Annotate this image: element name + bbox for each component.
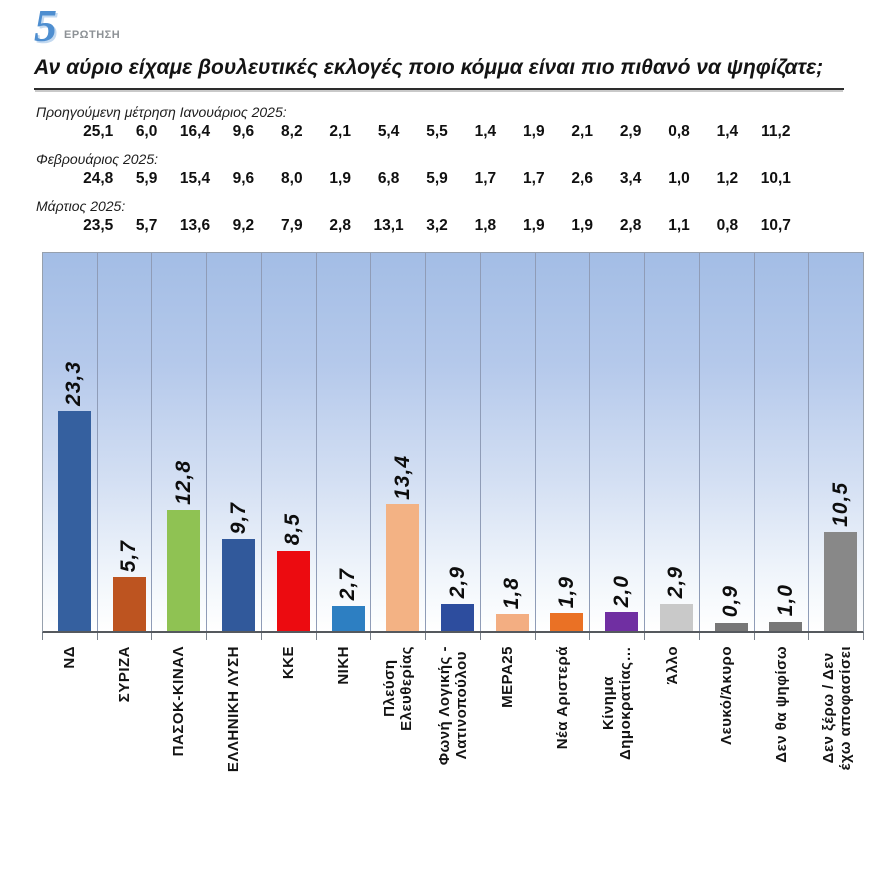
axis-tick bbox=[98, 633, 153, 640]
measurement-label: Μάρτιος 2025: bbox=[36, 198, 126, 214]
category-label-cell bbox=[754, 646, 809, 844]
category-label: Δεν θα ψηφίσω bbox=[773, 646, 791, 763]
measurement-value: 1,9 bbox=[523, 123, 545, 140]
measurement-value: 8,2 bbox=[281, 123, 303, 140]
measurement-value: 1,9 bbox=[329, 170, 351, 187]
bar-value-label: 9,7 bbox=[226, 502, 250, 535]
bar-value-label: 13,4 bbox=[390, 454, 414, 500]
bar-value-label: 2,9 bbox=[445, 566, 469, 599]
category-label: ΝΙΚΗ bbox=[334, 646, 352, 685]
bar-value-label: 1,0 bbox=[773, 584, 797, 617]
measurement-value: 0,8 bbox=[668, 123, 690, 140]
category-label-cell bbox=[316, 646, 371, 844]
measurement-value: 1,0 bbox=[668, 170, 690, 187]
measurement-value: 9,6 bbox=[232, 170, 255, 187]
measurement-value: 0,8 bbox=[716, 217, 739, 234]
bar-value-label: 8,5 bbox=[281, 513, 305, 546]
measurement-value: 6,8 bbox=[377, 170, 400, 187]
measurement-value: 1,8 bbox=[474, 217, 497, 234]
bar bbox=[332, 606, 365, 632]
measurement-value: 15,4 bbox=[179, 170, 211, 187]
measurement-value: 2,1 bbox=[571, 123, 593, 140]
measurement-value: 5,9 bbox=[135, 170, 158, 187]
measurement-value: 1,2 bbox=[716, 170, 739, 187]
chart-column bbox=[151, 253, 206, 631]
chart-column bbox=[480, 253, 535, 631]
bar bbox=[277, 551, 310, 631]
bar-value-label: 10,5 bbox=[828, 481, 852, 527]
previous-measurements-section bbox=[0, 104, 874, 236]
measurement-value: 24,8 bbox=[83, 170, 114, 187]
axis-tick bbox=[371, 633, 426, 640]
measurement-value: 5,9 bbox=[426, 170, 448, 187]
page-title: Αν αύριο είχαμε βουλευτικές εκλογές ποιο κόμμα είναι πιο πιθανό να ψηφίζατε; bbox=[34, 56, 844, 90]
axis-tick bbox=[207, 633, 262, 640]
measurement-value: 1,4 bbox=[716, 123, 739, 140]
category-label-cell bbox=[700, 646, 755, 844]
category-label: ΚΚΕ bbox=[280, 646, 298, 680]
category-label: Άλλο bbox=[663, 646, 681, 685]
category-label: ΜΕΡΑ25 bbox=[499, 646, 517, 708]
axis-tick bbox=[426, 633, 481, 640]
measurement-value: 8,0 bbox=[281, 170, 303, 187]
bar-value-label: 23,3 bbox=[62, 360, 86, 406]
bar bbox=[113, 577, 146, 631]
axis-tick bbox=[481, 633, 536, 640]
measurement-value: 1,4 bbox=[474, 123, 497, 140]
logo-label: ΕΡΩΤΗΣΗ bbox=[64, 29, 121, 41]
measurement-value: 6,0 bbox=[135, 123, 158, 140]
measurement-value: 10,7 bbox=[760, 217, 791, 234]
category-label: ΣΥΡΙΖΑ bbox=[115, 646, 133, 703]
category-label-cell bbox=[206, 646, 261, 844]
measurement-value: 5,4 bbox=[377, 123, 400, 140]
chart-column bbox=[699, 253, 754, 631]
bar-value-label: 5,7 bbox=[117, 539, 141, 573]
category-label-cell bbox=[97, 646, 152, 844]
measurement-value: 11,2 bbox=[761, 123, 791, 140]
bar-value-label: 2,7 bbox=[336, 568, 360, 601]
axis-tick bbox=[645, 633, 700, 640]
chart-column bbox=[370, 253, 425, 631]
axis-tick bbox=[700, 633, 755, 640]
x-axis-labels bbox=[42, 640, 864, 844]
chart-column bbox=[97, 253, 152, 631]
chart-column bbox=[808, 253, 863, 631]
category-label-cell bbox=[426, 646, 481, 844]
measurement-value: 25,1 bbox=[83, 123, 114, 140]
category-label: ΕΛΛΗΝΙΚΗ ΛΥΣΗ bbox=[225, 646, 243, 773]
bar-chart bbox=[42, 252, 864, 844]
chart-column bbox=[316, 253, 371, 631]
bar bbox=[660, 604, 693, 631]
axis-tick bbox=[809, 633, 864, 640]
measurement-value: 5,7 bbox=[135, 217, 158, 234]
category-label-cell bbox=[645, 646, 700, 844]
measurement-value: 1,9 bbox=[523, 217, 545, 234]
category-label-cell bbox=[261, 646, 316, 844]
bar-value-label: 2,9 bbox=[664, 566, 688, 599]
measurement-value: 10,1 bbox=[760, 170, 791, 187]
measurement-value: 2,8 bbox=[619, 217, 642, 234]
axis-tick bbox=[755, 633, 810, 640]
axis-tick bbox=[43, 633, 98, 640]
chart-column bbox=[206, 253, 261, 631]
category-label: Κίνημα Δημοκρατίας… bbox=[600, 646, 635, 761]
bar bbox=[550, 613, 583, 631]
category-label-cell bbox=[480, 646, 535, 844]
chart-column bbox=[425, 253, 480, 631]
bar bbox=[58, 411, 91, 631]
measurement-value: 1,1 bbox=[668, 217, 690, 234]
measurement-value: 5,5 bbox=[426, 123, 448, 140]
bar bbox=[386, 504, 419, 631]
measurement-value: 9,6 bbox=[232, 123, 255, 140]
measurement-value: 13,1 bbox=[373, 217, 404, 234]
plot-area bbox=[42, 252, 864, 633]
category-label-cell bbox=[809, 646, 864, 844]
measurement-values-row bbox=[74, 122, 800, 142]
category-label-cell bbox=[42, 646, 97, 844]
category-label: Φωνή Λογικής - Λατινοπούλου bbox=[435, 646, 470, 766]
measurement-value: 2,9 bbox=[619, 123, 642, 140]
measurement-values-row bbox=[74, 216, 800, 236]
measurement-value: 13,6 bbox=[179, 217, 211, 234]
question-number-logo bbox=[34, 0, 844, 51]
bar bbox=[605, 612, 638, 631]
measurement-value: 23,5 bbox=[83, 217, 114, 234]
category-label: Πλεύση Ελευθερίας bbox=[381, 646, 416, 731]
measurement-label: Φεβρουάριος 2025: bbox=[36, 151, 159, 167]
chart-column bbox=[535, 253, 590, 631]
axis-tick bbox=[152, 633, 207, 640]
measurement-value: 1,7 bbox=[523, 170, 545, 187]
bar bbox=[167, 510, 200, 631]
chart-column bbox=[261, 253, 316, 631]
category-label: Δεν ξέρω / Δεν έχω αποφασίσει bbox=[819, 646, 854, 771]
bar-value-label: 12,8 bbox=[171, 460, 195, 506]
measurement-value: 7,9 bbox=[281, 217, 303, 234]
measurement-label: Προηγούμενη μέτρηση Ιανουάριος 2025: bbox=[36, 104, 287, 120]
category-label: ΝΔ bbox=[60, 646, 78, 669]
measurement-value: 3,2 bbox=[426, 217, 448, 234]
x-axis-ticks bbox=[42, 633, 864, 640]
measurement-value: 9,2 bbox=[232, 217, 255, 234]
category-label: Νέα Αριστερά bbox=[554, 646, 572, 750]
bar-value-label: 1,9 bbox=[554, 575, 578, 609]
bar bbox=[441, 604, 474, 631]
bar-value-label: 0,9 bbox=[719, 585, 743, 618]
bar-value-label: 2,0 bbox=[609, 574, 633, 608]
chart-column bbox=[754, 253, 809, 631]
bar-value-label: 1,8 bbox=[500, 576, 524, 609]
axis-tick bbox=[262, 633, 317, 640]
bar bbox=[496, 614, 529, 631]
category-label-cell bbox=[590, 646, 645, 844]
category-label-cell bbox=[371, 646, 426, 844]
axis-tick bbox=[590, 633, 645, 640]
measurement-value: 16,4 bbox=[179, 123, 211, 140]
measurement-value: 2,6 bbox=[571, 170, 593, 187]
chart-column bbox=[644, 253, 699, 631]
measurement-value: 3,4 bbox=[619, 170, 642, 187]
axis-tick bbox=[317, 633, 372, 640]
bar bbox=[824, 532, 857, 631]
bar bbox=[769, 622, 802, 631]
bar bbox=[222, 539, 255, 631]
bar bbox=[715, 623, 748, 632]
measurement-value: 1,9 bbox=[571, 217, 593, 234]
category-label-cell bbox=[535, 646, 590, 844]
measurement-value: 2,8 bbox=[329, 217, 351, 234]
measurement-value: 1,7 bbox=[474, 170, 497, 187]
header bbox=[0, 0, 874, 90]
measurement-value: 2,1 bbox=[329, 123, 351, 140]
chart-column bbox=[589, 253, 644, 631]
chart-column bbox=[43, 253, 97, 631]
measurement-values-row bbox=[74, 169, 800, 189]
category-label: Λευκό/Άκυρο bbox=[718, 646, 736, 745]
axis-tick bbox=[536, 633, 591, 640]
category-label-cell bbox=[152, 646, 207, 844]
logo-number: 5 bbox=[34, 0, 57, 51]
category-label: ΠΑΣΟΚ-ΚΙΝΑΛ bbox=[170, 646, 188, 757]
